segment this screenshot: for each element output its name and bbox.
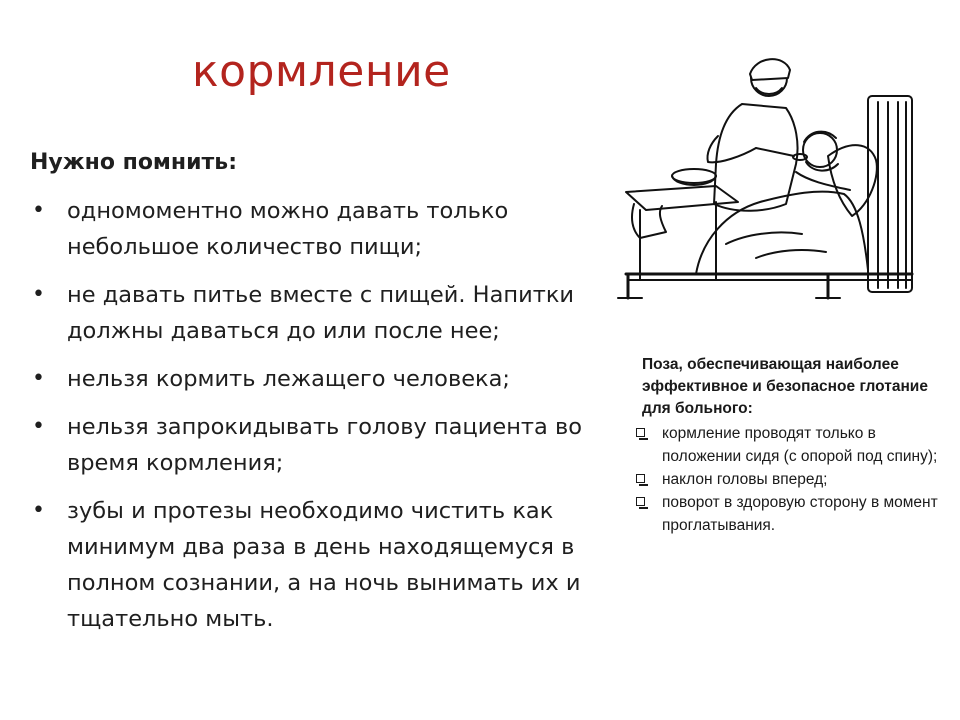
list-item: • не давать питье вместе с пищей. Напитки должны даваться до или после нее; [30, 277, 620, 349]
main-content [30, 150, 620, 649]
caption-title: Поза, обеспечивающая наиболее эффективное и безопасное глотание для больного: [642, 356, 928, 417]
bullet-icon: • [32, 414, 45, 439]
list-item: • нельзя запрокидывать голову пациента во время кормления; [30, 409, 620, 481]
bullet-icon: • [32, 366, 45, 391]
caption-panel [642, 354, 942, 537]
caption-list [642, 422, 942, 537]
list-item: • нельзя кормить лежащего человека; [30, 361, 620, 397]
bullet-icon: • [32, 198, 45, 223]
checkbox-bullet-icon [636, 497, 645, 506]
checkbox-bullet-icon [636, 474, 645, 483]
bullet-list [30, 193, 620, 637]
list-item: • зубы и протезы необходимо чистить как минимум два раза в день находящемуся в полном сознании, а на ночь вынимать их и тщательно мыть. [30, 493, 620, 637]
list-item: кормление проводят только в положении сидя (с опорой под спину); [642, 422, 942, 468]
list-item: наклон головы вперед; [642, 468, 942, 491]
list-item: • одномоментно можно давать только небольшое количество пищи; [30, 193, 620, 265]
nurse-feeding-patient-illustration [606, 44, 918, 316]
checkbox-bullet-icon [636, 428, 645, 437]
bullet-icon: • [32, 498, 45, 523]
bullet-icon: • [32, 282, 45, 307]
intro-heading: Нужно помнить: [30, 150, 237, 175]
slide-title: кормление [192, 46, 451, 97]
list-item: поворот в здоровую сторону в момент проглатывания. [642, 491, 942, 537]
